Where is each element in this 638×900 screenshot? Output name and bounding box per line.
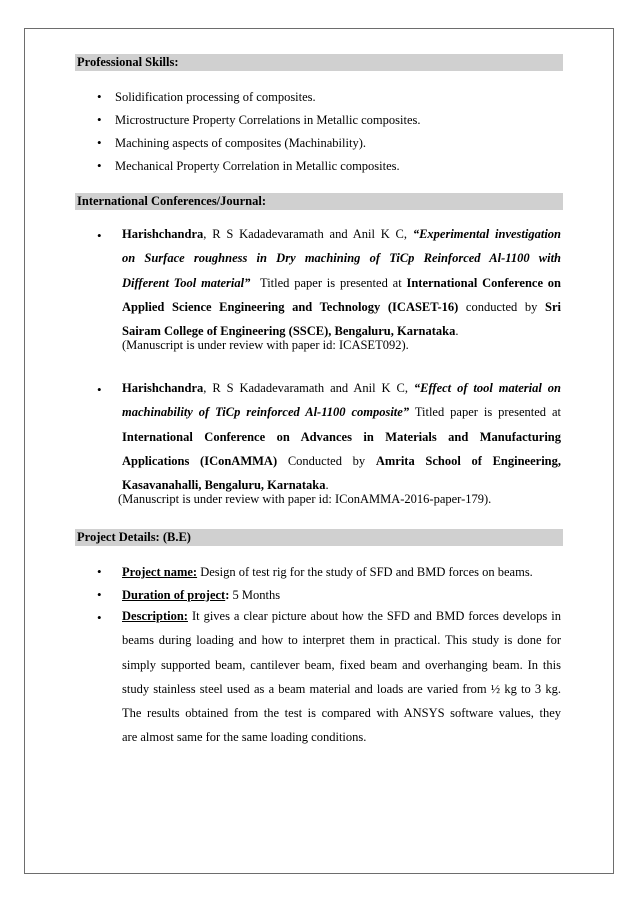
manuscript-note: (Manuscript is under review with paper id: IConAMMA-2016-paper-179). (118, 492, 492, 506)
conference-name: International Conference on (406, 275, 562, 290)
conference-name: International Conference on Advances in Materials and Manufacturing (122, 429, 561, 444)
bullet-icon: • (97, 228, 102, 243)
conducted-by: conducted by (465, 299, 538, 314)
description-text: The results obtained from the test is compared with ANSYS software values, they (122, 706, 561, 721)
skill-item: Microstructure Property Correlations in Metallic composites. (115, 113, 421, 127)
period: . (455, 324, 459, 339)
skills-header: Professional Skills: (75, 54, 563, 71)
duration-label: Duration of project (122, 588, 226, 602)
paper-title: “Effect of tool material on (413, 381, 561, 395)
description-text: It gives a clear picture about how the SFD and BMD forces develops in (187, 609, 561, 623)
bullet-icon: • (97, 610, 102, 625)
skill-item: Solidification processing of composites. (115, 90, 316, 104)
period: . (325, 478, 329, 493)
description-text: are almost same for the same loading conditions. (122, 730, 367, 745)
duration-value: 5 Months (229, 588, 281, 602)
paper-title: Different Tool material” (122, 275, 251, 290)
venue: Sairam College of Engineering (SSCE), Bengaluru, Karnataka (122, 324, 456, 339)
coauthors: , R S Kadadevaramath and Anil K C, (203, 227, 413, 241)
bullet-icon: • (97, 587, 102, 602)
author-name: Harishchandra (122, 227, 204, 241)
paper-title: “Experimental investigation (412, 227, 561, 241)
presented-text: Titled paper is presented at (260, 275, 402, 290)
description-text: simply supported beam, cantilever beam, fixed beam and overhanging beam. In this (122, 657, 561, 672)
manuscript-note: (Manuscript is under review with paper id: ICASET092). (122, 338, 409, 352)
project-name-label: Project name: (122, 565, 198, 579)
project-name-value: Design of test rig for the study of SFD and BMD forces on beams. (197, 565, 533, 579)
paper-title: on Surface roughness in Dry machining of TiCp Reinforced Al-1100 with (122, 251, 561, 266)
project-name (122, 565, 533, 580)
bullet-icon: • (97, 158, 102, 173)
conducted-by: Conducted by (287, 453, 366, 468)
project-duration (122, 588, 280, 603)
description-text: study stainless steel used as a beam material and loads are varied from ½ kg to 3 kg. (122, 681, 561, 696)
venue: Sri (545, 299, 562, 314)
coauthors: , R S Kadadevaramath and Anil K C, (203, 381, 414, 395)
skill-item: Machining aspects of composites (Machinability). (115, 136, 366, 150)
description-text: beams during loading and how to interpret them in practical. This study is done for (122, 633, 561, 648)
bullet-icon: • (97, 135, 102, 150)
conference-name: Applications (IConAMMA) (122, 453, 278, 468)
duration-colon: : (225, 588, 230, 602)
paper-title: machinability of TiCp reinforced Al-1100 composite” (122, 405, 410, 420)
author-name: Harishchandra (122, 381, 204, 395)
skill-item: Mechanical Property Correlation in Metallic composites. (115, 159, 400, 173)
venue: Kasavanahalli, Bengaluru, Karnataka (122, 478, 326, 493)
presented-text: Titled paper is presented at (414, 405, 561, 420)
bullet-icon: • (97, 564, 102, 579)
venue: Amrita School of Engineering, (375, 453, 561, 468)
conferences-header: International Conferences/Journal: (75, 193, 563, 210)
bullet-icon: • (97, 382, 102, 397)
bullet-icon: • (97, 112, 102, 127)
conference-entry-2 (122, 376, 561, 497)
description-label: Description: (122, 609, 188, 623)
bullet-icon: • (97, 89, 102, 104)
project-description (122, 604, 561, 750)
project-header: Project Details: (B.E) (75, 529, 563, 546)
conference-entry-1 (122, 222, 561, 343)
conference-name: Applied Science Engineering and Technology (ICASET-16) (122, 299, 459, 314)
